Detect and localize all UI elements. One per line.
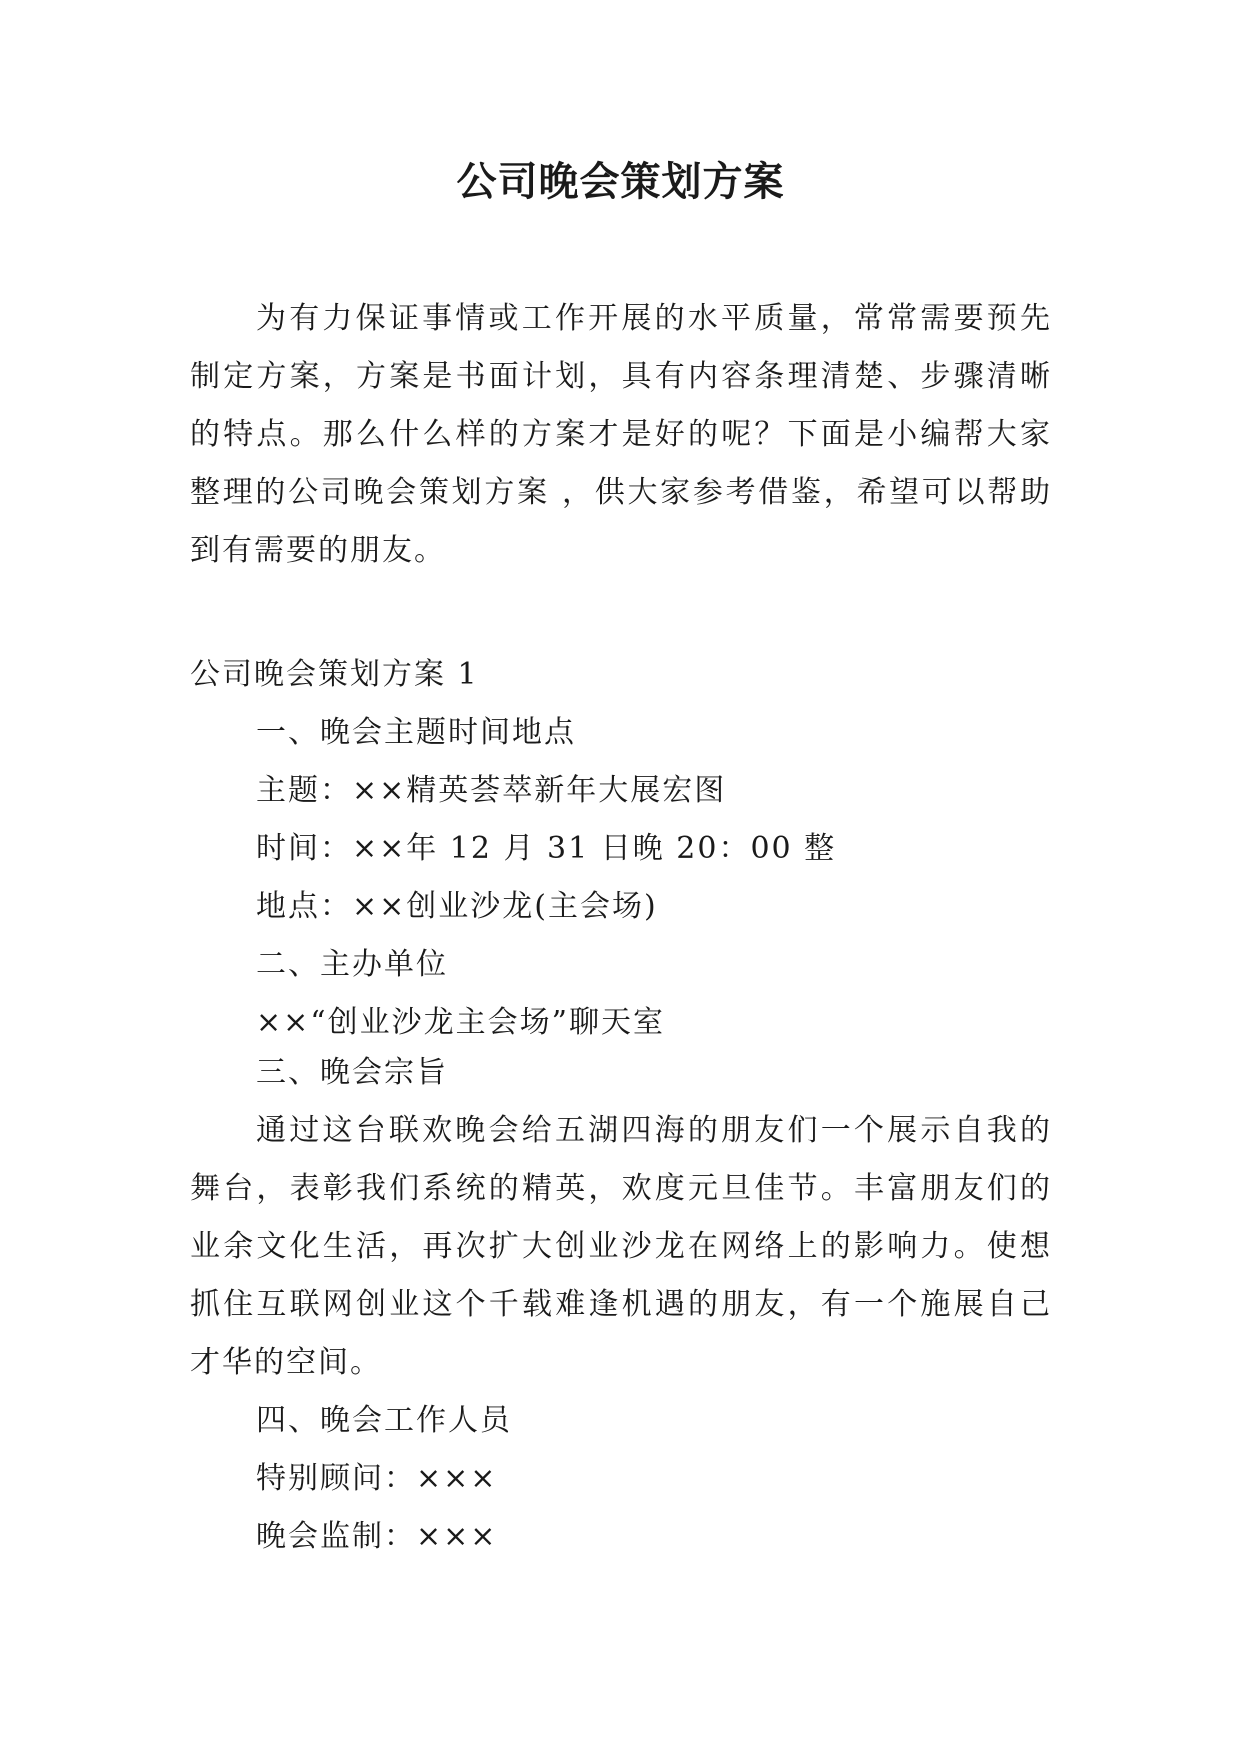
time-line: 时间：××年 12 月 31 日晚 20：00 整 [256, 831, 837, 866]
staff-supervisor-line: 晚会监制：××× [256, 1519, 498, 1554]
heading-staff: 四、晚会工作人员 [256, 1403, 512, 1438]
heading-theme-time-place: 一、晚会主题时间地点 [256, 715, 576, 750]
purpose-paragraph: 通过这台联欢晚会给五湖四海的朋友们一个展示自我的舞台，表彰我们系统的精英，欢度元旦佳节。丰富朋友们的业余文化生活，再次扩大创业沙龙在网络上的影响力。使想抓住互联网创业这个千载难逢机遇的朋友，有一个施展自己才华的空间。 [190, 1113, 1052, 1380]
heading-purpose: 三、晚会宗旨 [256, 1055, 448, 1090]
document-title: 公司晚会策划方案 [456, 158, 785, 205]
theme-line: 主题：××精英荟萃新年大展宏图 [256, 773, 727, 808]
organizer-line: ××“创业沙龙主会场”聊天室 [256, 1005, 665, 1040]
place-line: 地点：××创业沙龙(主会场) [256, 889, 658, 924]
intro-paragraph: 为有力保证事情或工作开展的水平质量，常常需要预先制定方案，方案是书面计划，具有内容条理清楚、步骤清晰的特点。那么什么样的方案才是好的呢？下面是小编帮大家整理的公司晚会策划方案 ，供大家参考借鉴，希望可以帮助到有需要的朋友。 [190, 301, 1052, 568]
staff-advisor-line: 特别顾问：××× [256, 1461, 498, 1496]
section-heading: 公司晚会策划方案 1 [190, 657, 479, 692]
heading-organizer: 二、主办单位 [256, 947, 448, 982]
